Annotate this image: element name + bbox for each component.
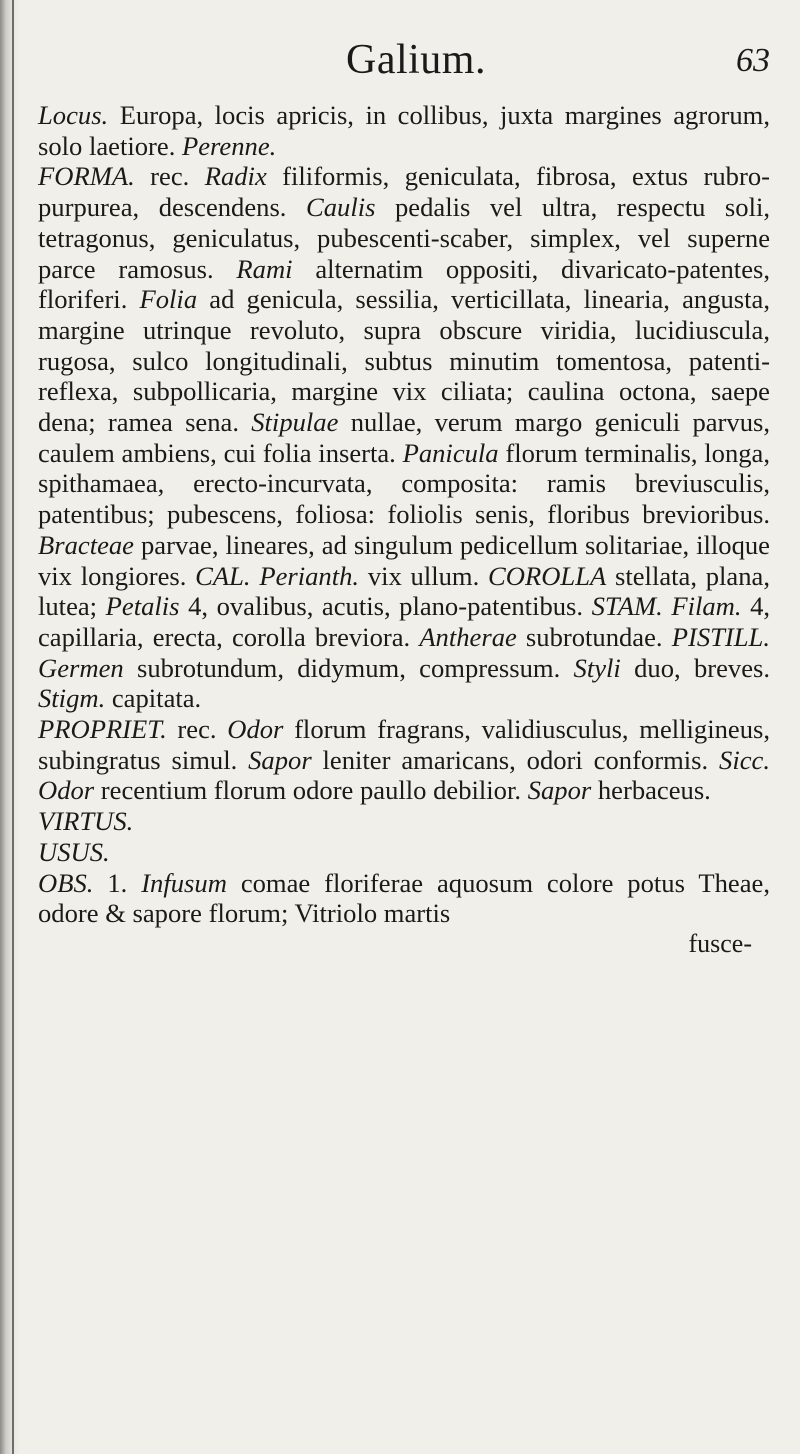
- text-propriet: rec.: [166, 714, 228, 745]
- text-obs: 1.: [93, 867, 142, 898]
- text-panicula: florum terminalis, longa, spithamaea, erecto-incurvata, composita: ramis breviusculis, patentibus; pubescens, foliosa: foliolis senis, floribus brevioribus.: [38, 437, 770, 530]
- label-stamina: STAM. Filam.: [591, 591, 742, 622]
- paragraph-obs: [38, 868, 770, 929]
- text-radix: filiformis, geniculata, fibrosa, extus rubro-purpurea, descendens.: [38, 161, 770, 223]
- label-sapor: Sapor: [248, 744, 312, 775]
- paragraph-forma: [38, 161, 770, 714]
- text-infusum: comae floriferae aquosum colore potus Theae, odore & sapore florum; Vitriolo martis: [38, 867, 770, 929]
- page-gutter-shadow: [0, 0, 20, 1454]
- label-propriet: PROPRIET.: [38, 714, 167, 745]
- page-title: Galium.: [346, 37, 486, 83]
- text-caulis: pedalis vel ultra, respectu soli, tetragonus, geniculatus, pubescenti-scaber, simplex, vel superne parce ramosus.: [38, 192, 770, 284]
- label-forma: FORMA.: [38, 161, 135, 192]
- label-styli: Styli: [573, 652, 621, 683]
- label-corolla: COROLLA: [488, 560, 607, 591]
- label-sicc-sapor: Sapor: [527, 775, 592, 806]
- label-bracteae: Bracteae: [38, 529, 134, 560]
- book-page: [38, 28, 778, 960]
- label-antherae: Antherae: [419, 621, 517, 652]
- label-sicc-odor: Sicc. Odor: [38, 744, 770, 806]
- paragraph-virtus: [38, 806, 770, 837]
- binding-edge: [12, 0, 14, 1454]
- label-virtus: VIRTUS.: [38, 806, 134, 837]
- text-forma: rec.: [134, 161, 205, 192]
- label-infusum: Infusum: [141, 867, 227, 898]
- label-locus: Locus.: [38, 100, 109, 130]
- text-styli: duo, breves.: [620, 652, 770, 683]
- label-obs: OBS.: [38, 867, 94, 898]
- text-sicc-odor: recentium florum odore paullo debilior.: [94, 775, 528, 806]
- text-calyx: vix ullum.: [359, 560, 489, 591]
- text-petalis: 4, ovalibus, acutis, plano-patentibus.: [179, 591, 592, 622]
- paragraph-usus: [38, 837, 770, 868]
- label-folia: Folia: [139, 284, 198, 315]
- text-antherae: subrotundae.: [516, 621, 672, 652]
- text-folia: ad genicula, sessilia, verticillata, linearia, angusta, margine utrinque revoluto, supra obscure viridia, lucidiuscula, rugosa, sulco longitudinali, subtus minutim tomentosa, patenti-reflexa, subpollicaria, margine vix ciliata; caulina octona, saepe dena; ramea sena.: [38, 284, 770, 438]
- running-head: [38, 28, 778, 94]
- text-pistillum: subrotundum, didymum, compressum.: [123, 652, 574, 683]
- page-number: 63: [736, 42, 770, 79]
- text-rami: alternatim oppositi, divaricato-patentes, floriferi.: [38, 253, 770, 315]
- label-calyx: CAL. Perianth.: [195, 560, 360, 591]
- text-bracteae: parvae, lineares, ad singulum pedicellum solitariae, illoque vix longiores.: [38, 529, 770, 591]
- label-usus: USUS.: [38, 836, 110, 867]
- label-caulis: Caulis: [305, 192, 376, 223]
- text-stigma: capitata.: [105, 683, 202, 714]
- text-locus: Europa, locis apricis, in collibus, juxta margines agrorum, solo laetiore.: [38, 100, 770, 161]
- text-corolla: stellata, plana, lutea;: [38, 560, 770, 622]
- label-radix: Radix: [204, 161, 267, 192]
- text-odor: florum fragrans, validiusculus, melligineus, subingratus simul.: [38, 714, 770, 775]
- text-sapor: leniter amaricans, odori conformis.: [311, 744, 720, 775]
- label-perenne: Perenne.: [175, 130, 277, 161]
- label-panicula: Panicula: [402, 437, 499, 468]
- label-rami: Rami: [236, 253, 293, 284]
- text-stipulae: nullae, verum margo geniculi parvus, caulem ambiens, cui folia inserta.: [38, 407, 770, 468]
- text-sicc-sapor: herbaceus.: [591, 775, 711, 806]
- paragraph-locus: [38, 100, 770, 161]
- catchword: fuscе-: [688, 928, 752, 958]
- label-stipulae: Stipulae: [251, 407, 339, 438]
- paragraph-propriet: [38, 714, 770, 806]
- body-text: [38, 100, 778, 960]
- text-stamina: 4, capillaria, erecta, corolla breviora.: [38, 591, 771, 652]
- label-stigma: Stigm.: [38, 683, 106, 714]
- label-petalis: Petalis: [105, 591, 180, 622]
- label-pistillum: PISTILL. Germen: [38, 621, 770, 683]
- label-odor: Odor: [227, 714, 284, 745]
